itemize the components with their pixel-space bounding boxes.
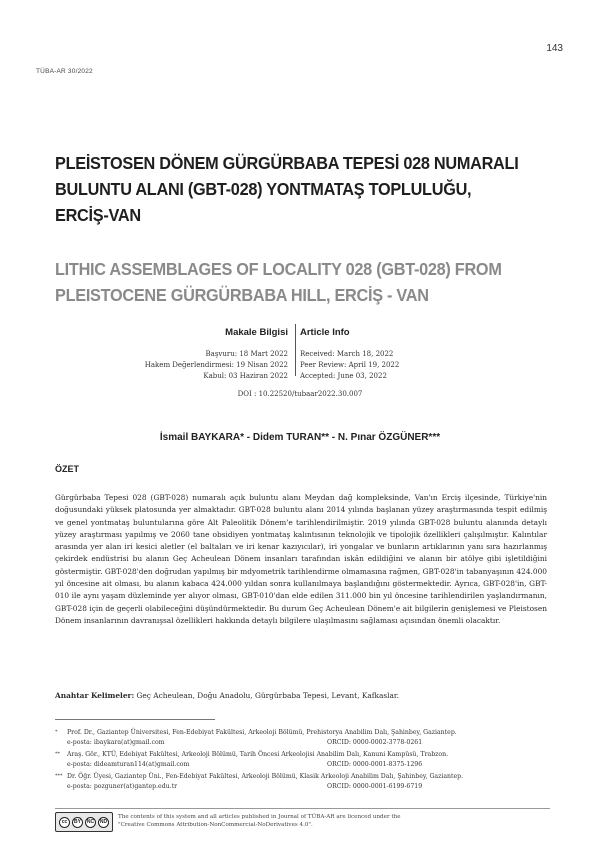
footnote-mark: **	[55, 751, 60, 757]
license-text	[118, 813, 448, 829]
abstract-heading: ÖZET	[55, 464, 79, 474]
footnote-orcid[interactable]: ORCID: 0000-0001-8375-1296	[327, 760, 423, 768]
doi-link[interactable]: DOI : 10.22520/tubaar2022.30.007	[237, 390, 363, 398]
keywords-value: Geç Acheulean, Doğu Anadolu, Gürgürbaba Tepesi, Levant, Kafkaslar.	[136, 691, 399, 700]
journal-code: TÜBA-AR 30/2022	[36, 68, 93, 75]
article-dates-tr	[145, 349, 288, 382]
nc-icon: NC	[85, 817, 96, 828]
abstract-text: Gürgürbaba Tepesi 028 (GBT-028) numaralı açık buluntu alanı Meydan dağ kompleksinde, Van'ın Erciş ilçesinde, Türkiye'nin doğusundaki yüksek platosunda yer almaktadır. GBT-028 buluntu alanı 2014 yılında başlanan yüzey araştırmasında tespit edilmiş ve genel yontmataş buluntularına göre Alt Paleolitik Dönem'e tarihlendirilmiştir. 2019 yılında GBT-028 buluntu alanında detaylı yüzey araştırması yapılmış ve 2060 tane obsidiyen yontmataş kalıntısının teknolojik ve tipolojik özellikleri çalışılmıştır. Kalıntılar arasında yer alan iri kesici aletler (el baltaları ve iri kenar kazıyıcılar), iri yongalar ve bunların artıklarının yanı sıra hazırlanmış çekirdek endüstrisi bu alanın Geç Acheulean Dönem insanları tarafından iskân edildiğini ve alanın bir atölye gibi işletildiğini göstermiştir. GBT-028'den doğrudan yapılmış bir mdyometrik tarihlendirme olmamasına rağmen, GBT-028'in tabanyaşının 424.000 yıl öncesine ait olması, bu alanın kabaca 424.000 yıldan sonra kullanılmaya başlandığını göstermektedir. Ayrıca, GBT-028'in, GBT-010 ile aynı yaşam düzleminde yer alıyor olması, GBT-010'dan elde edilen 311.000 bin yıl öncesine tarihlendirilen yaşlandırmanın, GBT-028 için de geçerli olabileceğini düşündürmektedir. Bu durum Geç Acheulean Dönem'e ait bilgilerin genişlemesi ve Pleistosen Dönem insanlarının davranışsal özellikleri hakkında detaylı bilgilere ulaşılmasını sağlaması açısından önemli olacaktır.	[55, 493, 547, 625]
title-english	[55, 256, 520, 308]
cc-icon: cc	[59, 817, 70, 828]
by-icon: BY	[72, 817, 83, 828]
creative-commons-badge[interactable]	[55, 812, 113, 832]
keywords	[55, 691, 555, 700]
page-number: 143	[546, 43, 563, 54]
acceptance-date-tr: Kabul: 03 Haziran 2022	[203, 372, 288, 380]
footnote-mark: *	[55, 729, 58, 735]
footnote-email[interactable]: e-posta: pozguner(at)gantep.edu.tr	[67, 782, 178, 790]
title-english-line-1: LITHIC ASSEMBLAGES OF LOCALITY 028 (GBT-028) FROM	[55, 259, 502, 279]
footnote-affiliation: Prof. Dr., Gaziantep Üniversitesi, Fen-Edebiyat Fakültesi, Arkeoloji Bölümü, Prehistorya Anabilim Dalı, Şahinbey, Gaziantep.	[67, 729, 457, 736]
author-list: İsmail BAYKARA* - Didem TURAN** - N. Pınar ÖZGÜNER***	[159, 432, 441, 443]
review-date-en: Peer Review: April 19, 2022	[300, 361, 400, 369]
review-date-tr: Hakem Değerlendirmesi: 19 Nisan 2022	[144, 361, 288, 369]
title-turkish	[55, 150, 520, 228]
license-line-2: "Creative Commons Attribution-NonCommercial-NoDerivatives 4.0".	[118, 822, 313, 828]
footnote-orcid[interactable]: ORCID: 0000-0001-6199-6719	[327, 782, 423, 790]
footnote	[55, 772, 555, 792]
footnote	[55, 750, 555, 770]
license-line-1: The contents of this system and all articles published in Journal of TÜBA-AR are licenced under the	[118, 814, 401, 820]
keywords-label: Anahtar Kelimeler:	[55, 691, 135, 700]
title-turkish-line-1: PLEİSTOSEN DÖNEM GÜRGÜRBABA TEPESİ 028 NUMARALI	[55, 153, 519, 173]
footnote-affiliation: Araş. Gör., KTÜ, Edebiyat Fakültesi, Arkeoloji Bölümü, Tarih Öncesi Arkeolojisi Anabilim Dalı, Kanuni Kampüsü, Trabzon.	[67, 751, 449, 758]
article-dates-en	[300, 349, 399, 382]
title-english-line-2: PLEISTOCENE GÜRGÜRBABA HILL, ERCİŞ - VAN	[55, 285, 429, 305]
accepted-date-en: Accepted: June 03, 2022	[300, 372, 387, 380]
license-rule	[55, 808, 550, 809]
article-info-heading-tr: Makale Bilgisi	[225, 327, 288, 338]
article-info-divider	[295, 324, 296, 376]
footnote-rule	[55, 719, 215, 720]
title-turkish-line-2: BULUNTU ALANI (GBT-028) YONTMATAŞ TOPLULUĞU, ERCİŞ-VAN	[55, 179, 472, 225]
footnote-email[interactable]: e-posta: ibaykara(at)gmail.com	[67, 738, 165, 746]
footnote-mark: ***	[55, 773, 63, 779]
nd-icon: ND	[98, 817, 109, 828]
footnote-email[interactable]: e-posta: dideamturan114(at)gmail.com	[67, 760, 190, 768]
received-date-en: Received: March 18, 2022	[300, 350, 394, 358]
footnote	[55, 728, 555, 748]
footnote-orcid[interactable]: ORCID: 0000-0002-3778-0261	[327, 738, 423, 746]
footnote-affiliation: Dr. Öğr. Üyesi, Gaziantep Üni., Fen-Edebiyat Fakültesi, Arkeoloji Bölümü, Klasik Arkeoloji Anabilim Dalı, Şahinbey, Gaziantep.	[67, 773, 464, 780]
article-info-heading-en: Article Info	[300, 327, 350, 338]
submission-date-tr: Başvuru: 18 Mart 2022	[205, 350, 288, 358]
